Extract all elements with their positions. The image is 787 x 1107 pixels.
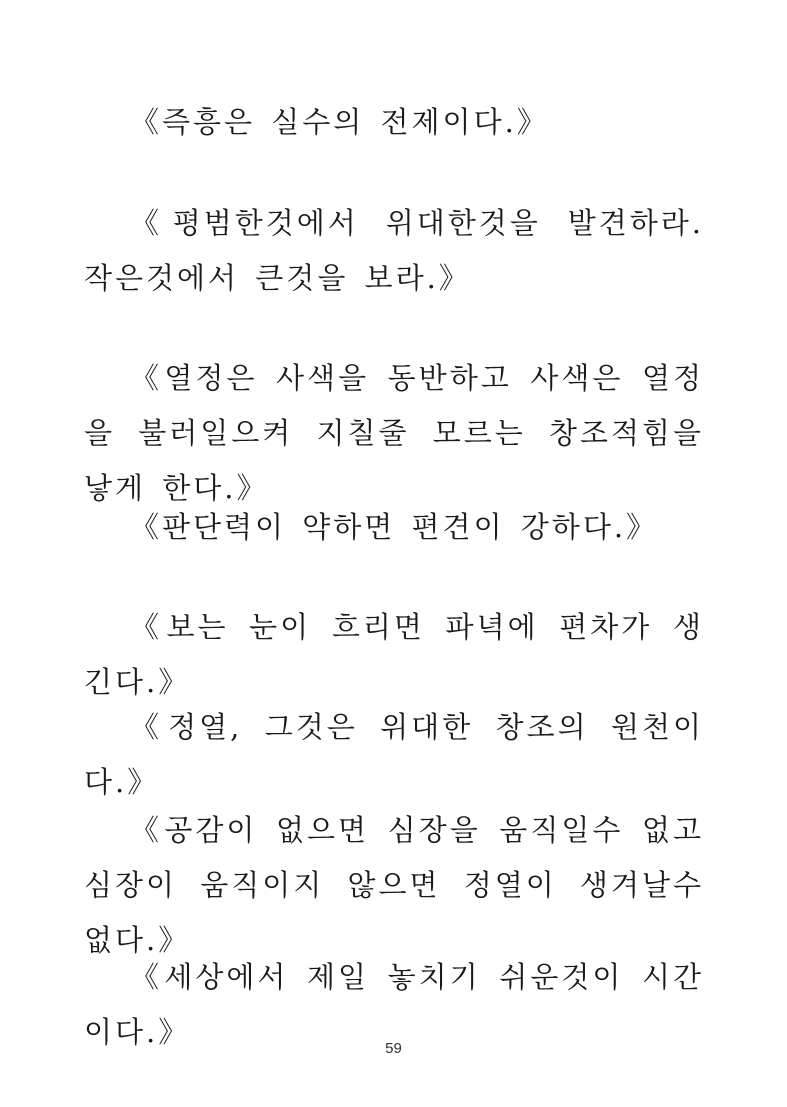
quote-paragraph-8: 《세상에서 제일 놓치기 쉬운것이 시간이다.》: [84, 960, 704, 1049]
quote-paragraph-2: 《평범한것에서 위대한것을 발견하라. 작은것에서 큰것을 보라.》: [84, 206, 704, 295]
quote-paragraph-6: 《정열, 그것은 위대한 창조의 원천이다.》: [84, 710, 704, 799]
quote-paragraph-5: 《보는 눈이 흐리면 파녁에 편차가 생긴다.》: [84, 610, 704, 699]
quote-paragraph-4: 《판단력이 약하면 편견이 강하다.》: [130, 510, 659, 544]
quote-paragraph-3: 《열정은 사색을 동반하고 사색은 열정을 불러일으켜 지칠줄 모르는 창조적힘을 낳게 한다.》: [84, 361, 704, 505]
page-number: 59: [385, 1040, 402, 1057]
quote-paragraph-7: 《공감이 없으면 심장을 움직일수 없고 심장이 움직이지 않으면 정열이 생겨날수 없다.》: [84, 813, 704, 957]
quote-paragraph-1: 《즉흥은 실수의 전제이다.》: [130, 105, 549, 139]
